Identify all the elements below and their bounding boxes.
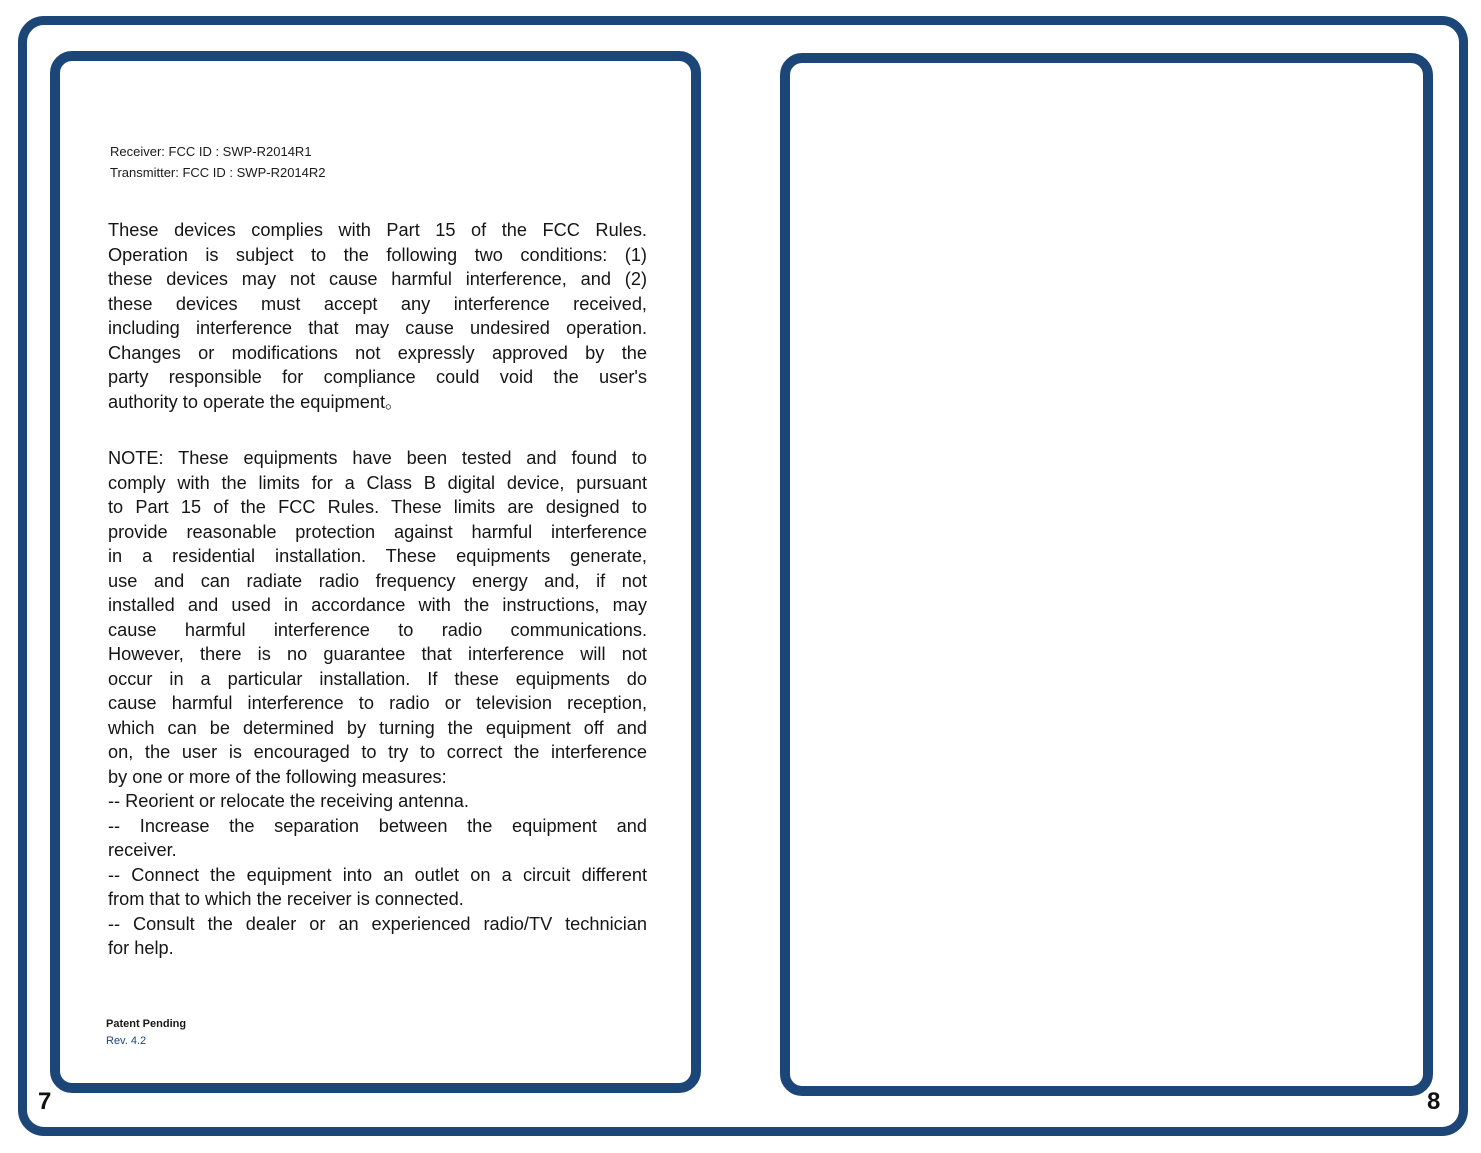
text-line: by one or more of the following measures: (108, 766, 447, 787)
text-line: -- Connect the equipment into an outlet on a circuit different (108, 864, 647, 885)
revision-label: Rev. 4.2 (106, 1035, 147, 1047)
text-line: to Part 15 of the FCC Rules. These limits are designed to (108, 497, 647, 517)
patent-pending-note: Patent Pending (106, 1018, 187, 1030)
transmitter-fcc-id: Transmitter: FCC ID : SWP-R2014R2 (110, 165, 326, 180)
text-line: These devices complies with Part 15 of the FCC Rules. (108, 220, 647, 240)
text-line: -- Reorient or relocate the receiving antenna. (108, 791, 469, 811)
text-line: occur in a particular installation. If these equipments do (108, 668, 647, 689)
text-line: in a residential installation. These equipments generate, (108, 546, 647, 566)
receiver-fcc-id: Receiver: FCC ID : SWP-R2014R1 (110, 144, 312, 159)
page-number-left: 7 (38, 1088, 52, 1115)
right-page-panel (780, 53, 1433, 1096)
fcc-ids-block (110, 141, 326, 183)
text-line: party responsible for compliance could void the user's (108, 367, 647, 387)
page-number-right: 8 (1427, 1088, 1441, 1115)
text-line: which can be determined by turning the equipment off and (108, 717, 647, 738)
text-line: Operation is subject to the following two conditions: (1) (108, 244, 647, 265)
text-line: authority to operate the equipment。 (108, 391, 404, 412)
text-line: on, the user is encouraged to try to correct the interference (108, 742, 647, 762)
text-line: from that to which the receiver is connected. (108, 889, 464, 909)
text-line: provide reasonable protection against harmful interference (108, 521, 647, 542)
text-line: cause harmful interference to radio communications. (108, 619, 647, 640)
text-line: for help. (108, 938, 174, 958)
text-line: -- Consult the dealer or an experienced radio/TV technician (108, 913, 647, 934)
fcc-compliance-paragraph (108, 218, 647, 414)
text-line: including interference that may cause undesired operation. (108, 318, 647, 338)
fcc-note-paragraph (108, 446, 647, 961)
text-line: receiver. (108, 840, 177, 860)
text-line: use and can radiate radio frequency energy and, if not (108, 570, 647, 591)
footer-notes (106, 1016, 186, 1050)
text-line: comply with the limits for a Class B digital device, pursuant (108, 472, 647, 493)
text-line: -- Increase the separation between the equipment and (108, 815, 647, 836)
text-line: However, there is no guarantee that interference will not (108, 644, 647, 664)
text-line: installed and used in accordance with the instructions, may (108, 595, 647, 615)
text-line: these devices may not cause harmful interference, and (2) (108, 269, 647, 289)
text-line: cause harmful interference to radio or television reception, (108, 693, 647, 713)
text-line: NOTE: These equipments have been tested and found to (108, 448, 647, 468)
text-line: Changes or modifications not expressly approved by the (108, 342, 647, 363)
text-line: these devices must accept any interference received, (108, 293, 647, 314)
